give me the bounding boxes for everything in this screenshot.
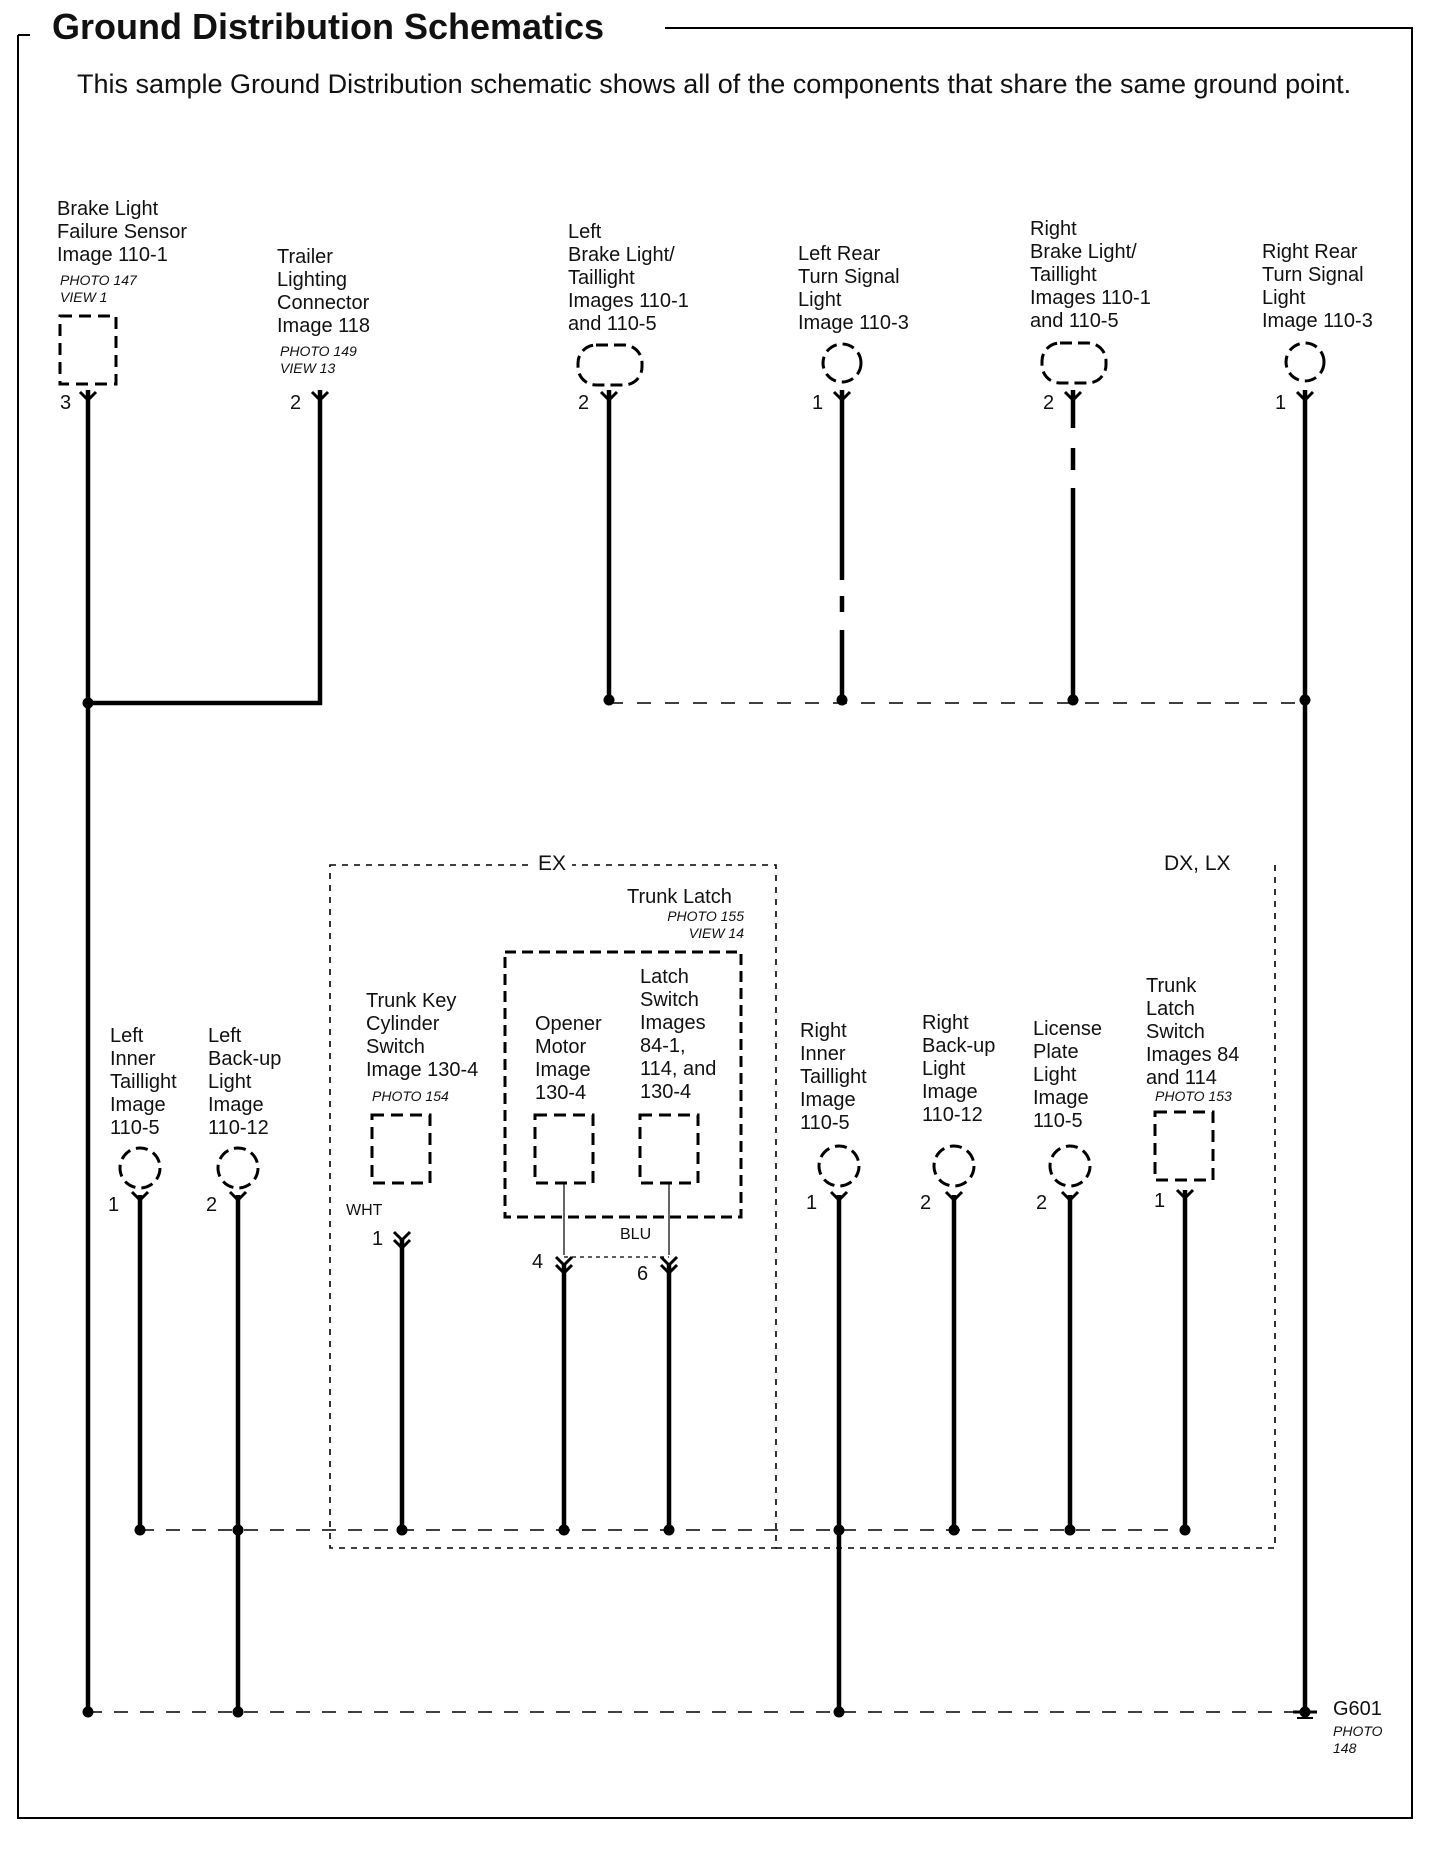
pin-trunk-latch-switch: 1 (1154, 1190, 1166, 1212)
pin-brake-light-failure-sensor: 3 (60, 392, 72, 414)
intro-text: This sample Ground Distribution schematic shows all of the components that share the same ground point. (77, 69, 1352, 99)
trunk-latch-label: Trunk Latch (627, 886, 732, 908)
label-left-rear-turn-signal: Left Rear Turn Signal Light Image 110-3 (798, 243, 909, 334)
label-right-brake-light: Right Brake Light/ Taillight Images 110-1 and 110-5 (1030, 218, 1151, 332)
pin-license-plate-light: 2 (1036, 1192, 1048, 1214)
connector-right-backup-light (934, 1146, 974, 1186)
label-right-rear-turn-signal: Right Rear Turn Signal Light Image 110-3 (1262, 241, 1373, 332)
connector-left-brake-light (578, 345, 642, 385)
connector-trunk-latch-switch (1155, 1112, 1213, 1180)
label-trailer-lighting: Trailer Lighting Connector Image 118 (277, 246, 371, 337)
ground-label: G601 (1333, 1698, 1382, 1720)
dxlx-region-box (776, 862, 1275, 1548)
wire-color-wht: WHT (346, 1202, 383, 1219)
connector-trunk-key-cylinder (372, 1115, 430, 1183)
pin-left-backup-light: 2 (206, 1194, 218, 1216)
label-right-backup-light: Right Back-up Light Image 110-12 (922, 1012, 996, 1126)
pin-trailer-lighting: 2 (290, 392, 302, 414)
pin-opener-motor: 4 (532, 1251, 544, 1273)
connector-right-inner-taillight (819, 1146, 859, 1186)
wire-trailer-lighting (88, 390, 320, 703)
label-trunk-latch-switch: Trunk Latch Switch Images 84 and 114 (1146, 975, 1240, 1089)
page-title: Ground Distribution Schematics (52, 6, 614, 48)
wire-color-blu: BLU (620, 1226, 652, 1243)
pin-right-brake-light: 2 (1043, 392, 1055, 414)
pin-left-brake-light: 2 (578, 392, 590, 414)
ground-photo: PHOTO 148 (1333, 1723, 1383, 1756)
connector-left-rear-turn-signal (823, 344, 861, 382)
region-ex-label: EX (532, 852, 572, 876)
label-brake-light-failure-sensor: Brake Light Failure Sensor Image 110-1 (57, 198, 188, 266)
connector-right-rear-turn-signal (1286, 343, 1324, 381)
label-left-backup-light: Left Back-up Light Image 110-12 (208, 1025, 282, 1139)
pin-left-rear-turn-signal: 1 (812, 392, 824, 414)
connector-left-backup-light (218, 1148, 258, 1188)
pin-right-rear-turn-signal: 1 (1275, 392, 1287, 414)
label-latch-switch: Latch Switch Images 84-1, 114, and 130-4 (640, 966, 717, 1103)
photo-trunk-latch-switch: PHOTO 153 (1155, 1088, 1232, 1104)
pin-right-backup-light: 2 (920, 1192, 932, 1214)
pin-trunk-key-cylinder: 1 (372, 1228, 384, 1250)
photo-trailer-lighting: PHOTO 149 VIEW 13 (280, 343, 357, 376)
connector-license-plate-light (1050, 1146, 1090, 1186)
label-left-inner-taillight: Left Inner Taillight Image 110-5 (110, 1025, 177, 1139)
trunk-latch-photo: PHOTO 155 VIEW 14 (667, 908, 744, 941)
label-left-brake-light: Left Brake Light/ Taillight Images 110-1 and 110-5 (568, 221, 689, 335)
connector-latch-switch (640, 1115, 698, 1183)
label-license-plate-light: License Plate Light Image 110-5 (1033, 1018, 1102, 1132)
connector-opener-motor (535, 1115, 593, 1183)
label-right-inner-taillight: Right Inner Taillight Image 110-5 (800, 1020, 867, 1134)
pin-right-inner-taillight: 1 (806, 1192, 818, 1214)
region-dxlx-label: DX, LX (1158, 852, 1237, 876)
label-opener-motor: Opener Motor Image 130-4 (535, 1013, 602, 1104)
connector-right-brake-light (1042, 343, 1106, 383)
connector-left-inner-taillight (120, 1148, 160, 1188)
connector-brake-light-failure-sensor (60, 316, 116, 384)
photo-trunk-key-cylinder: PHOTO 154 (372, 1088, 449, 1104)
label-trunk-key-cylinder: Trunk Key Cylinder Switch Image 130-4 (366, 990, 479, 1081)
pin-latch-switch: 6 (637, 1263, 649, 1285)
pin-left-inner-taillight: 1 (108, 1194, 120, 1216)
photo-brake-light-failure-sensor: PHOTO 147 VIEW 1 (60, 272, 137, 305)
